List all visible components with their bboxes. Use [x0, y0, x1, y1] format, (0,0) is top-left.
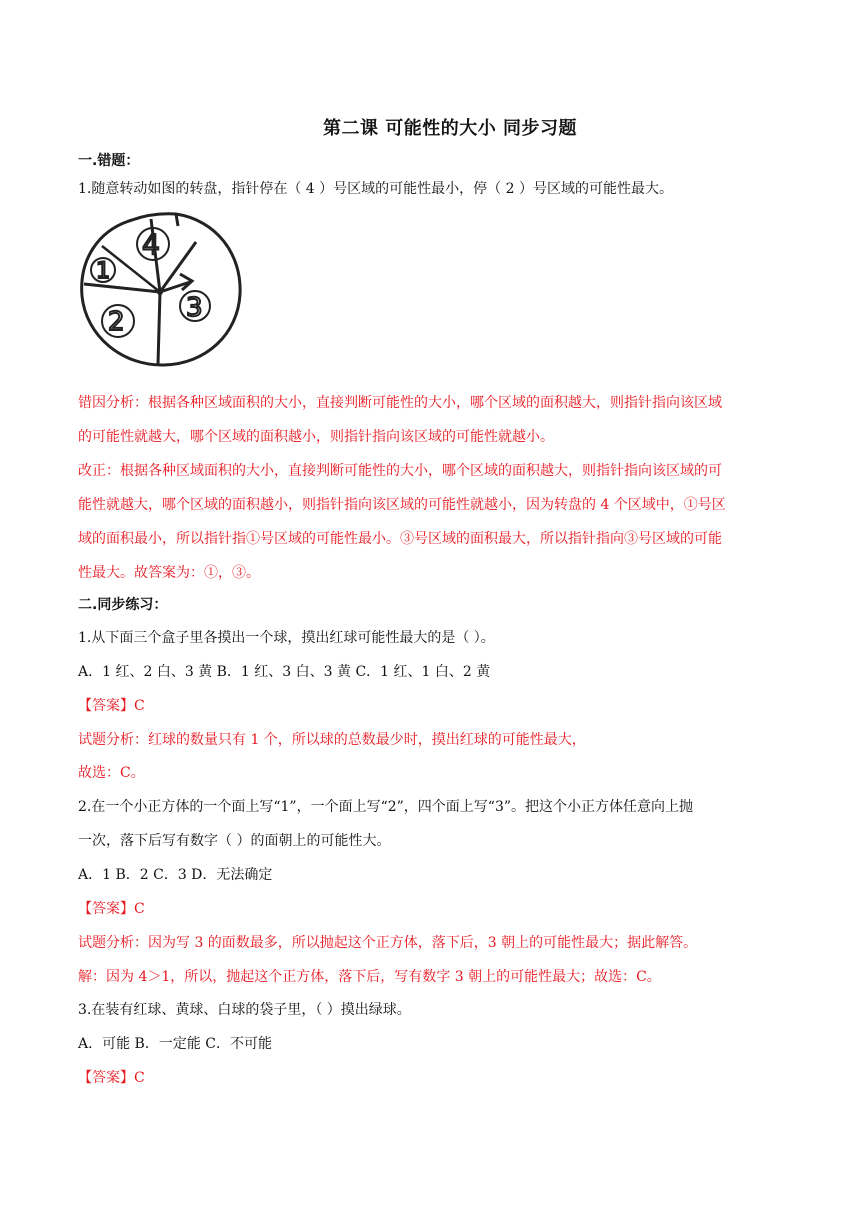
- q2-answer: [78, 899, 145, 919]
- correction-line-3: 域的面积最小，所以指针指①号区域的可能性最小。③号区域的面积最大，所以指针指向③号区域的可能: [78, 531, 722, 547]
- q2-analysis: 试题分析：因为写 3 的面数最多，所以抛起这个正方体，落下后，3 朝上的可能性最大；据此解答。: [78, 935, 698, 951]
- q2-stem-line-2: 一次，落下后写有数字（ ）的面朝上的可能性大。: [78, 833, 391, 849]
- q2-answer-value: C: [134, 901, 145, 917]
- q2-answer-label: 【答案】: [78, 901, 134, 917]
- section2-heading: 二.同步练习：: [78, 597, 168, 613]
- q1-answer-label: 【答案】: [78, 698, 134, 714]
- q1-answer: [78, 696, 145, 716]
- correction-line-1: 改正：根据各种区域面积的大小，直接判断可能性的大小，哪个区域的面积越大，则指针指向该区域的可: [78, 463, 722, 479]
- q1-options: A．1 红、2 白、3 黄 B．1 红、3 白、3 黄 C．1 红、1 白、2 黄: [78, 664, 491, 680]
- q3-options: A．可能 B．一定能 C．不可能: [78, 1036, 273, 1052]
- q2-options: A．1 B．2 C．3 D．无法确定: [78, 867, 273, 883]
- section1-question: 1.随意转动如图的转盘，指针停在（ 4 ）号区域的可能性最小，停（ 2 ）号区域的可能性最大。: [78, 181, 673, 197]
- region-label-2: 2: [108, 307, 125, 337]
- q2-stem-line-1: 2.在一个小正方体的一个面上写“1”，一个面上写“2”，四个面上写“3”。把这个小正方体任意向上抛: [78, 799, 694, 815]
- q3-answer: [78, 1068, 145, 1088]
- correction-line-4: 性最大。故答案为：①，③。: [78, 565, 260, 581]
- q3-stem: 3.在装有红球、黄球、白球的袋子里，（ ）摸出绿球。: [78, 1002, 411, 1018]
- region-label-3: 3: [186, 293, 203, 323]
- spinner-top-notch: [176, 214, 178, 226]
- spinner-figure: [76, 208, 246, 370]
- q1-stem: 1.从下面三个盒子里各摸出一个球，摸出红球可能性最大的是（ ）。: [78, 630, 495, 646]
- correction-line-2: 能性就越大，哪个区域的面积越小，则指针指向该区域的可能性就越小，因为转盘的 4 个区域中，①号区: [78, 497, 726, 513]
- region-label-1: 1: [96, 259, 110, 284]
- q1-analysis: 试题分析：红球的数量只有 1 个，所以球的总数最少时，摸出红球的可能性最大，: [78, 732, 586, 748]
- divider-left: [84, 284, 160, 292]
- error-analysis-line-1: 错因分析：根据各种区域面积的大小，直接判断可能性的大小，哪个区域的面积越大，则指针指向该区域: [78, 395, 722, 411]
- page-title: 第二课 可能性的大小 同步习题: [322, 118, 578, 139]
- divider-bottom: [158, 292, 160, 364]
- spinner-center: [157, 289, 163, 295]
- q3-answer-label: 【答案】: [78, 1070, 134, 1086]
- q3-answer-value: C: [134, 1070, 145, 1086]
- q2-solution: 解：因为 4＞1，所以，抛起这个正方体，落下后，写有数字 3 朝上的可能性最大；故选：C。: [78, 969, 661, 985]
- q1-answer-value: C: [134, 698, 145, 714]
- q1-choice: 故选：C。: [78, 765, 145, 781]
- error-analysis-line-2: 的可能性就越大，哪个区域的面积越小，则指针指向该区域的可能性就越小。: [78, 429, 554, 445]
- region-label-4: 4: [142, 228, 160, 261]
- section1-heading: 一.错题：: [78, 153, 140, 169]
